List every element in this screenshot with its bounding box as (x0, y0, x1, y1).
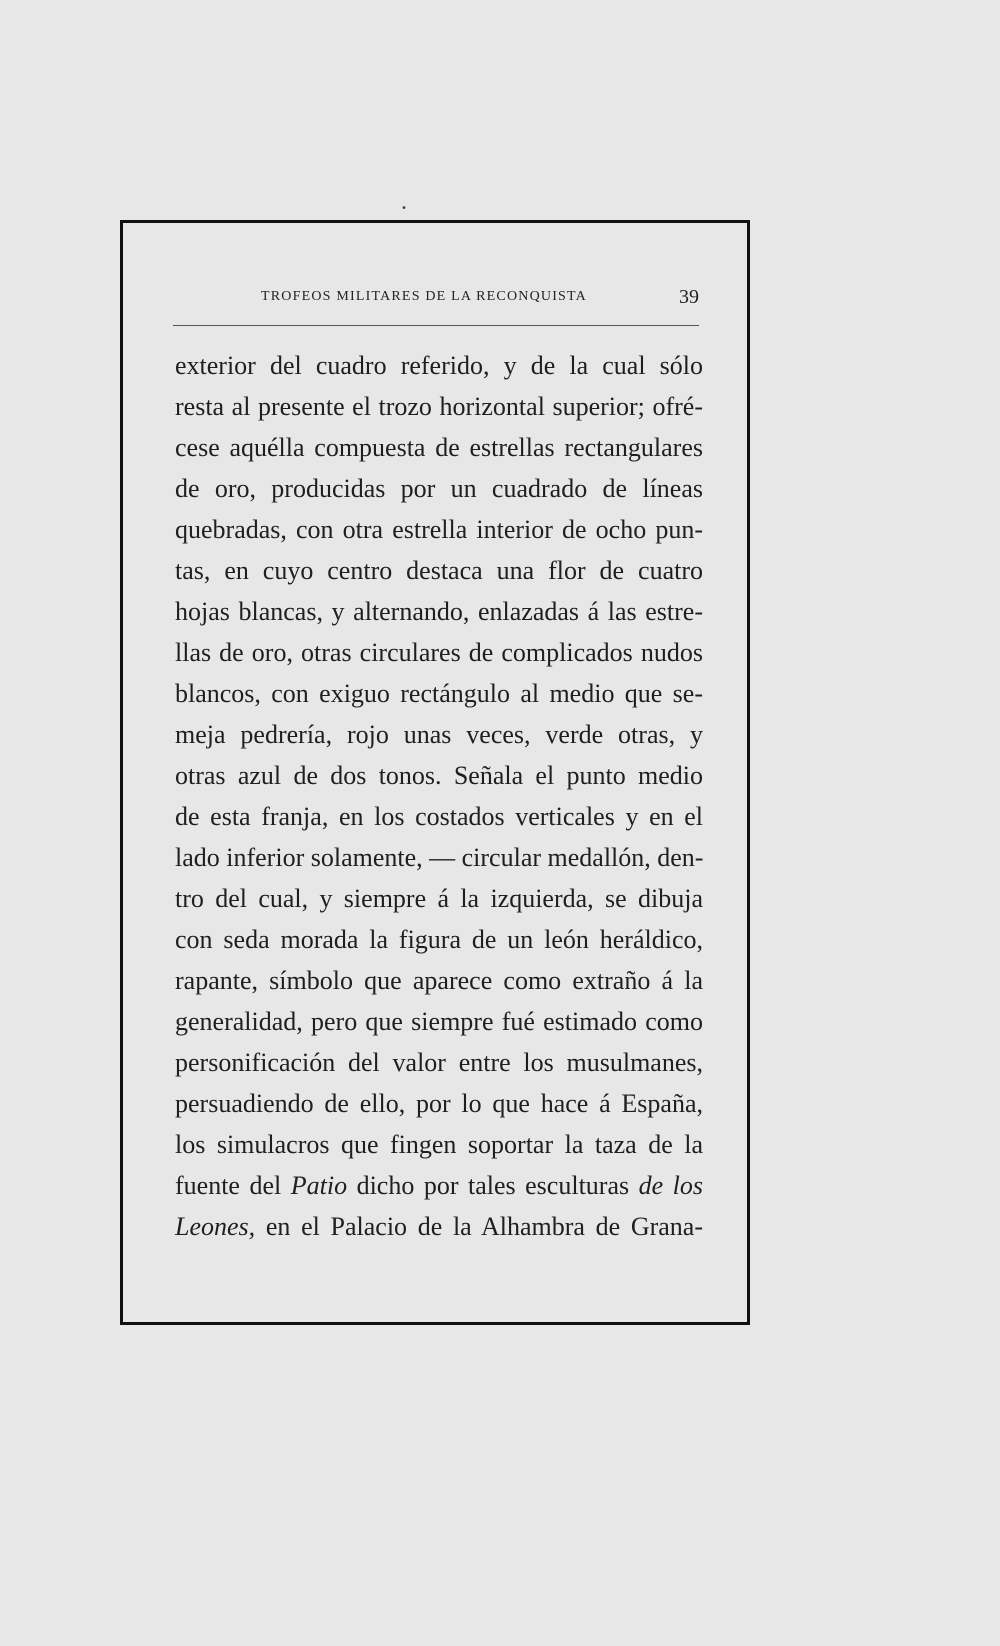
text-line: lado inferior solamente, — circular medallón, den- (175, 843, 704, 872)
running-header (171, 286, 699, 317)
text-line: quebradas, con otra estrella interior de ocho pun- (175, 515, 703, 544)
text-line: meja pedrería, rojo unas veces, verde otras, y (175, 720, 703, 749)
text-line: con seda morada la figura de un león heráldico, (175, 925, 703, 954)
text-line: de esta franja, en los costados verticales y en el (175, 802, 703, 831)
text-line: de oro, producidas por un cuadrado de líneas (175, 474, 703, 503)
body-text (175, 345, 703, 1247)
text-line-mixed (175, 1165, 703, 1206)
italic-term-de-los: de los (638, 1171, 703, 1200)
text-line: tas, en cuyo centro destaca una flor de cuatro (175, 556, 703, 585)
text-line: exterior del cuadro referido, y de la cual sólo (175, 351, 703, 380)
header-rule (173, 325, 699, 326)
page-border-frame (120, 220, 750, 1325)
italic-term-patio: Patio (290, 1171, 348, 1200)
text-line: generalidad, pero que siempre fué estimado como (175, 1007, 703, 1036)
print-speck: • (401, 203, 407, 214)
text-line: persuadiendo de ello, por lo que hace á España, (175, 1089, 703, 1118)
text-line: blancos, con exiguo rectángulo al medio que se- (175, 679, 703, 708)
running-title: TROFEOS MILITARES DE LA RECONQUISTA (261, 289, 587, 304)
italic-term-leones: Leones, (175, 1212, 256, 1241)
page-number: 39 (679, 286, 699, 308)
text-line: los simulacros que fingen soportar la taza de la (175, 1130, 703, 1159)
text-segment: fuente del (175, 1171, 291, 1200)
text-line: resta al presente el trozo horizontal superior; ofré- (175, 392, 703, 421)
text-line-mixed (175, 1206, 703, 1247)
text-line: llas de oro, otras circulares de complicados nudos (175, 638, 703, 667)
text-line: otras azul de dos tonos. Señala el punto medio (175, 761, 703, 790)
text-segment: dicho por tales esculturas (347, 1171, 639, 1200)
text-line: tro del cual, y siempre á la izquierda, se dibuja (175, 884, 703, 913)
text-segment: en el Palacio de la Alhambra de Grana- (255, 1212, 703, 1241)
text-line: cese aquélla compuesta de estrellas rectangulares (175, 433, 703, 462)
text-line: hojas blancas, y alternando, enlazadas á las estre- (175, 597, 703, 626)
text-line: personificación del valor entre los musulmanes, (175, 1048, 703, 1077)
text-line: rapante, símbolo que aparece como extraño á la (175, 966, 703, 995)
